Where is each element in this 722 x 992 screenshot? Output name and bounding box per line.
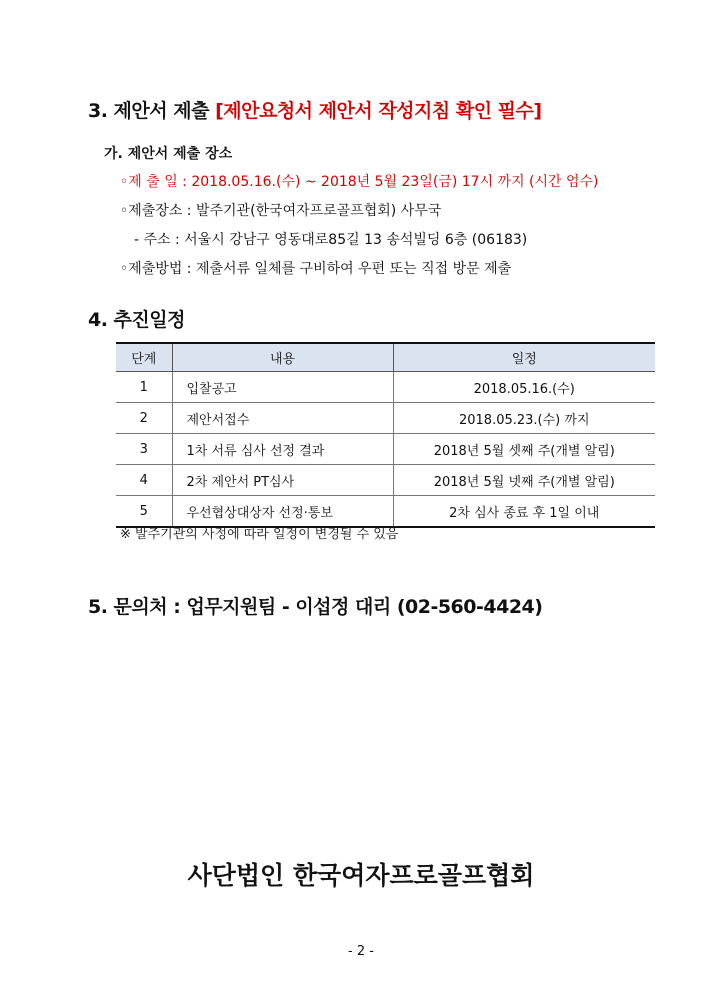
schedule-cell: 2018년 5월 셋째 주(개별 알림)	[393, 434, 655, 465]
step-cell: 4	[116, 465, 172, 496]
content-cell: 입찰공고	[172, 372, 393, 403]
schedule-cell: 2018.05.23.(수) 까지	[393, 403, 655, 434]
step-cell: 1	[116, 372, 172, 403]
submission-deadline: ◦제 출 일 : 2018.05.16.(수) ~ 2018년 5월 23일(금) 17시 까지 (시간 엄수)	[120, 174, 599, 190]
section-3-heading	[88, 96, 542, 123]
column-header-content: 내용	[172, 343, 393, 372]
content-cell: 1차 서류 심사 선정 결과	[172, 434, 393, 465]
content-cell: 2차 제안서 PT심사	[172, 465, 393, 496]
submission-address: - 주소 : 서울시 강남구 영동대로85길 13 송석빌딩 6층 (06183)	[134, 232, 528, 248]
content-cell: 우선협상대상자 선정·통보	[172, 496, 393, 528]
column-header-step: 단계	[116, 343, 172, 372]
schedule-cell: 2차 심사 종료 후 1일 이내	[393, 496, 655, 528]
section-3-notice: [제안요청서 제안서 작성지침 확인 필수]	[215, 100, 542, 122]
schedule-cell: 2018년 5월 넷째 주(개별 알림)	[393, 465, 655, 496]
table-row	[116, 372, 655, 403]
section-4-heading: 4. 추진일정	[88, 309, 185, 331]
step-cell: 5	[116, 496, 172, 528]
schedule-cell: 2018.05.16.(수)	[393, 372, 655, 403]
step-cell: 3	[116, 434, 172, 465]
table-row	[116, 465, 655, 496]
organization-name: 사단법인 한국여자프로골프협회	[187, 861, 535, 890]
submission-place-subheading: 가. 제안서 제출 장소	[104, 146, 233, 162]
section-3-title: 3. 제안서 제출	[88, 100, 209, 122]
content-cell: 제안서접수	[172, 403, 393, 434]
table-row	[116, 403, 655, 434]
page-number: - 2 -	[348, 944, 374, 959]
submission-place: ◦제출장소 : 발주기관(한국여자프로골프협회) 사무국	[120, 203, 442, 219]
column-header-schedule: 일정	[393, 343, 655, 372]
schedule-table	[116, 342, 655, 528]
schedule-note: ※ 발주기관의 사정에 따라 일정이 변경될 수 있음	[120, 527, 399, 542]
schedule-header-row	[116, 343, 655, 372]
step-cell: 2	[116, 403, 172, 434]
submission-method: ◦제출방법 : 제출서류 일체를 구비하여 우편 또는 직접 방문 제출	[120, 261, 512, 277]
table-row	[116, 434, 655, 465]
section-5-contact-heading: 5. 문의처 : 업무지원팀 - 이섭정 대리 (02-560-4424)	[88, 596, 543, 618]
